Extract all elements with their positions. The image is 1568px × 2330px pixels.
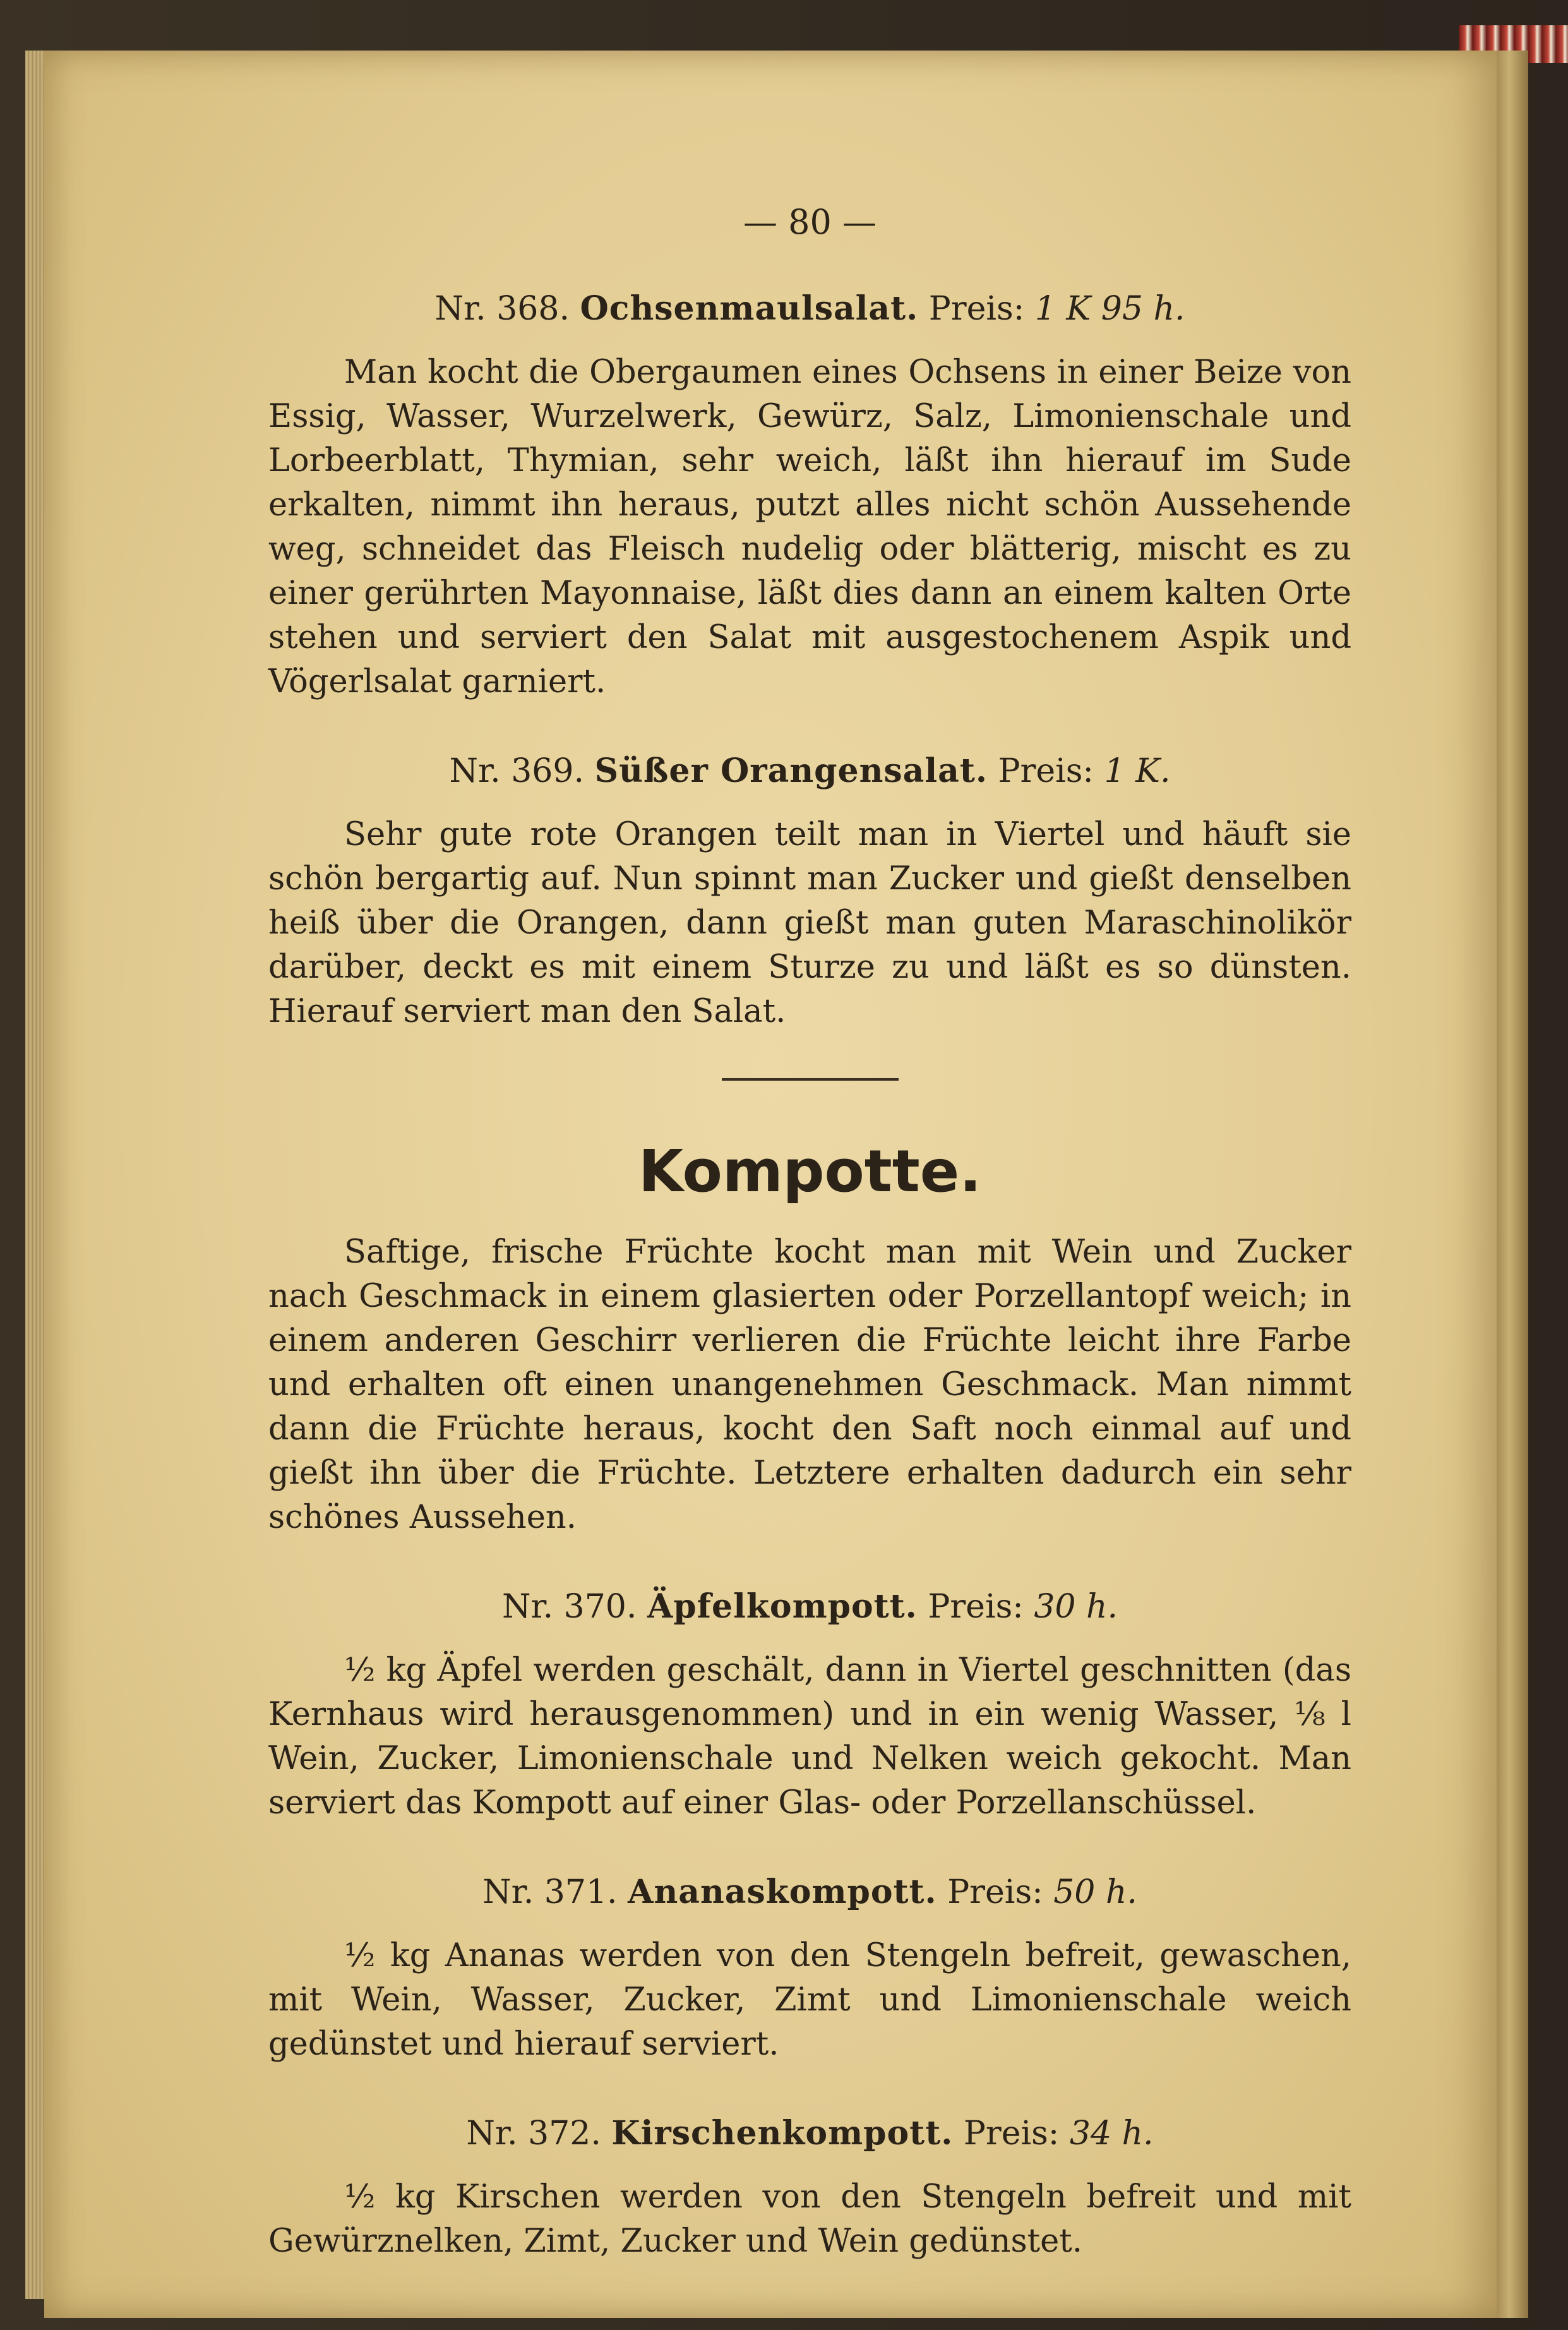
recipe-heading — [268, 748, 1351, 794]
section-heading: Kompotte. — [638, 1138, 982, 1205]
price-label: Preis: — [928, 1588, 1024, 1626]
recipe-number: Nr. 369. — [449, 752, 584, 790]
recipe-heading — [268, 2111, 1351, 2156]
price-value: 50 h. — [1053, 1873, 1137, 1911]
recipe-heading — [268, 1584, 1351, 1630]
recipe-title: Ananaskompott. — [628, 1873, 937, 1911]
price-label: Preis: — [963, 2115, 1060, 2153]
price-label: Preis: — [928, 290, 1025, 328]
page-gutter — [1497, 51, 1528, 2318]
recipe-number: Nr. 368. — [434, 290, 570, 328]
recipe-number: Nr. 370. — [501, 1588, 637, 1626]
recipe-title: Äpfelkompott. — [647, 1587, 918, 1626]
recipe-text: ½ kg Äpfel werden geschält, dann in Viertel geschnitten (das Kernhaus wird herausgenommen) und in ein wenig Wasser, ⅛ l Wein, Zucker, Limonienschale und Nelken weich gekocht. Man serviert das Kompott auf einer Glas- oder Porzellanschüssel. — [268, 1652, 1351, 1822]
price-value: 30 h. — [1034, 1588, 1118, 1626]
price-value: 1 K. — [1104, 752, 1171, 790]
recipe-368 — [268, 286, 1351, 704]
recipe-text: Man kocht die Obergaumen eines Ochsens in einer Beize von Essig, Wasser, Wurzelwerk, Gewürz, Salz, Limonienschale und Lorbeerblatt, Thymian, sehr weich, läßt ihn hierauf im Sude erkalten, nimmt ihn heraus, putzt alles nicht schön Aussehende weg, schneidet das Fleisch nudelig oder blätterig, mischt es zu einer gerührten Mayonnaise, läßt dies dann an einem kalten Orte stehen und serviert den Salat mit ausgestochenem Aspik und Vögerlsalat garniert. — [268, 354, 1351, 700]
page-number: — 80 — — [743, 202, 877, 242]
recipe-text: ½ kg Ananas werden von den Stengeln befreit, gewaschen, mit Wein, Wasser, Zucker, Zimt und Limonienschale weich gedünstet und hierauf serviert. — [268, 1937, 1351, 2063]
recipe-372 — [268, 2111, 1351, 2264]
recipe-heading — [268, 1870, 1351, 1915]
recipe-number: Nr. 372. — [466, 2115, 601, 2153]
recipe-369 — [268, 748, 1351, 1034]
section-divider — [722, 1078, 899, 1081]
price-value: 1 K 95 h. — [1034, 290, 1185, 328]
price-label: Preis: — [947, 1873, 1043, 1911]
recipe-title: Kirschenkompott. — [611, 2114, 954, 2153]
page-content — [268, 202, 1351, 2308]
recipe-number: Nr. 371. — [482, 1873, 618, 1911]
price-value: 34 h. — [1069, 2115, 1154, 2153]
recipe-370 — [268, 1584, 1351, 1825]
recipe-371 — [268, 1870, 1351, 2067]
recipe-title: Ochsenmaulsalat. — [580, 289, 919, 328]
recipe-title: Süßer Orangensalat. — [594, 752, 988, 790]
recipe-text: ½ kg Kirschen werden von den Stengeln befreit und mit Gewürznelken, Zimt, Zucker und Wein gedünstet. — [268, 2178, 1351, 2260]
recipe-heading — [268, 286, 1351, 332]
recipe-text: Sehr gute rote Orangen teilt man in Viertel und häuft sie schön bergartig auf. Nun spinnt man Zucker und gießt denselben heiß über die Orangen, dann gießt man guten Maraschinolikör darüber, deckt es mit einem Sturze zu und läßt es so dünsten. Hierauf serviert man den Salat. — [268, 816, 1351, 1030]
price-label: Preis: — [998, 752, 1094, 790]
section-intro: Saftige, frische Früchte kocht man mit Wein und Zucker nach Geschmack in einem glasierten oder Porzellantopf weich; in einem anderen Geschirr verlieren die Früchte leicht ihre Farbe und erhalten oft einen unangenehmen Geschmack. Man nimmt dann die Früchte heraus, kocht den Saft noch einmal auf und gießt ihn über die Früchte. Letztere erhalten dadurch ein sehr schönes Aussehen. — [268, 1234, 1351, 1536]
